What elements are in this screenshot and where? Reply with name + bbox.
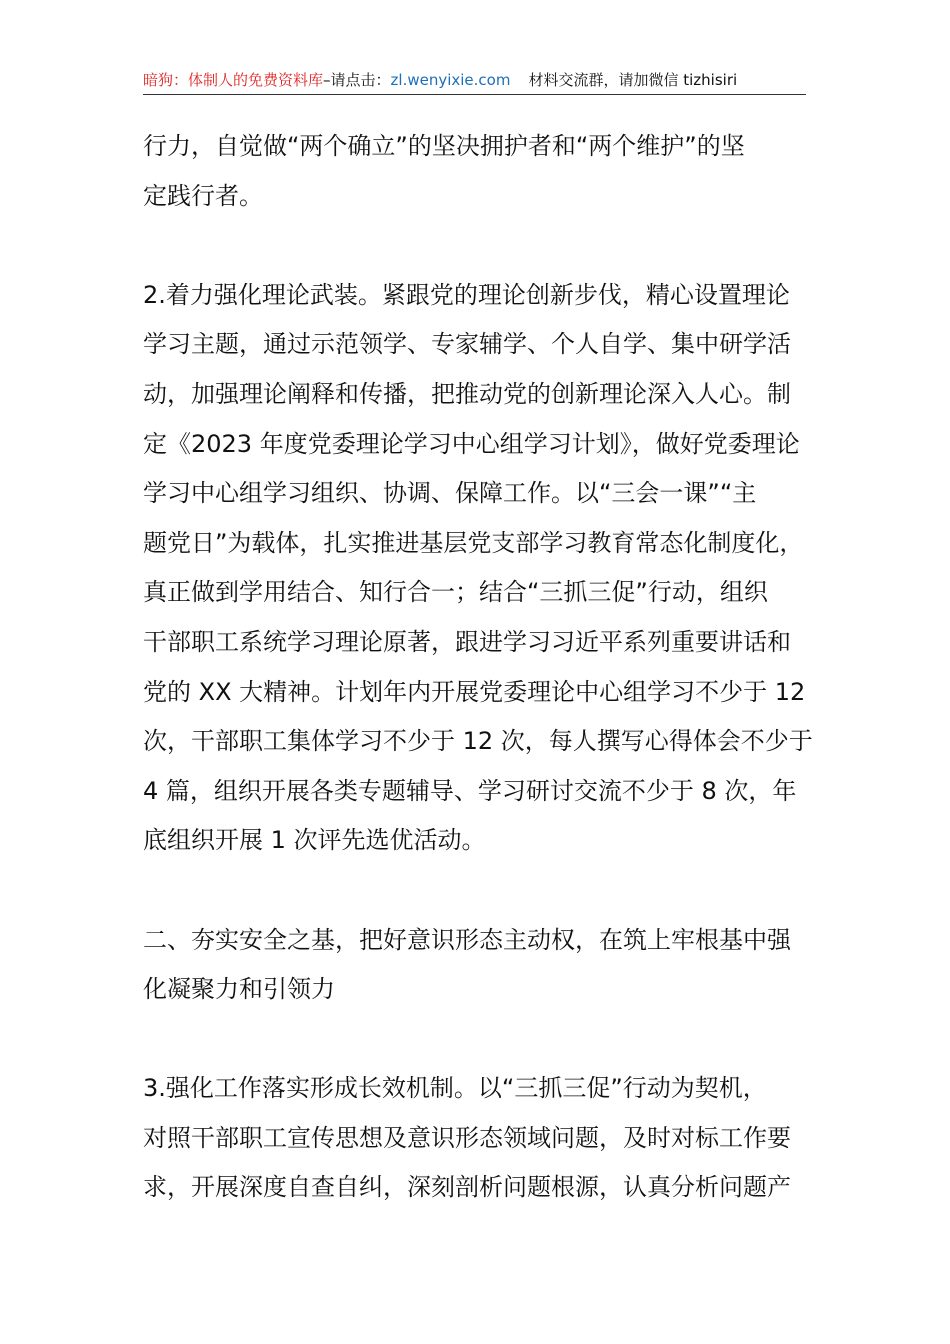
heading-line: 化凝聚力和引领力	[143, 975, 335, 1004]
text-line: 真正做到学用结合、知行合一；结合“三抓三促”行动，组织	[143, 578, 768, 607]
paragraph-theory-study	[143, 271, 813, 866]
text-line: 求，开展深度自查自纠，深刻剖析问题根源，认真分析问题产	[143, 1173, 791, 1202]
text-line: 4 篇，组织开展各类专题辅导、学习研讨交流不少于 8 次，年	[143, 776, 797, 805]
text-line: 3.强化工作落实形成长效机制。以“三抓三促”行动为契机，	[143, 1074, 767, 1103]
text-line: 学习中心组学习组织、协调、保障工作。以“三会一课”“主	[143, 479, 757, 508]
section-heading-two	[143, 916, 807, 1015]
text-line: 题党日”为载体，扎实推进基层党支部学习教育常态化制度化，	[143, 528, 804, 557]
page-header	[143, 68, 806, 95]
header-group-info: 材料交流群，请加微信 tizhisiri	[528, 71, 738, 89]
paragraph-gap	[143, 221, 807, 271]
text-line: 2.着力强化理论武装。紧跟党的理论创新步伐，精心设置理论	[143, 280, 790, 309]
text-line: 定践行者。	[143, 181, 263, 210]
text-line: 学习主题，通过示范领学、专家辅学、个人自学、集中研学活	[143, 330, 791, 359]
header-link[interactable]: zl.wenyixie.com	[390, 71, 511, 89]
paragraph-continuation	[143, 122, 807, 221]
text-line: 次，干部职工集体学习不少于 12 次，每人撰写心得体会不少于	[143, 727, 813, 756]
text-line: 底组织开展 1 次评先选优活动。	[143, 826, 486, 855]
text-line: 对照干部职工宣传思想及意识形态领域问题，及时对标工作要	[143, 1123, 791, 1152]
text-line: 定《2023 年度党委理论学习中心组学习计划》，做好党委理论	[143, 429, 800, 458]
text-line: 行力，自觉做“两个确立”的坚决拥护者和“两个维护”的坚	[143, 132, 745, 160]
paragraph-gap	[143, 866, 807, 916]
text-line: 党的 XX 大精神。计划年内开展党委理论中心组学习不少于 12	[143, 677, 806, 706]
text-line: 干部职工系统学习理论原著，跟进学习习近平系列重要讲话和	[143, 627, 791, 656]
heading-line: 二、夯实安全之基，把好意识形态主动权，在筑上牢根基中强	[143, 925, 791, 954]
text-line: 动，加强理论阐释和传播，把推动党的创新理论深入人心。制	[143, 379, 791, 408]
paragraph-mechanism	[143, 1064, 807, 1213]
header-prompt: –请点击：	[323, 71, 391, 89]
paragraph-gap	[143, 1015, 807, 1065]
header-brand: 暗狗：体制人的免费资料库	[143, 71, 324, 89]
document-body	[143, 122, 813, 1213]
